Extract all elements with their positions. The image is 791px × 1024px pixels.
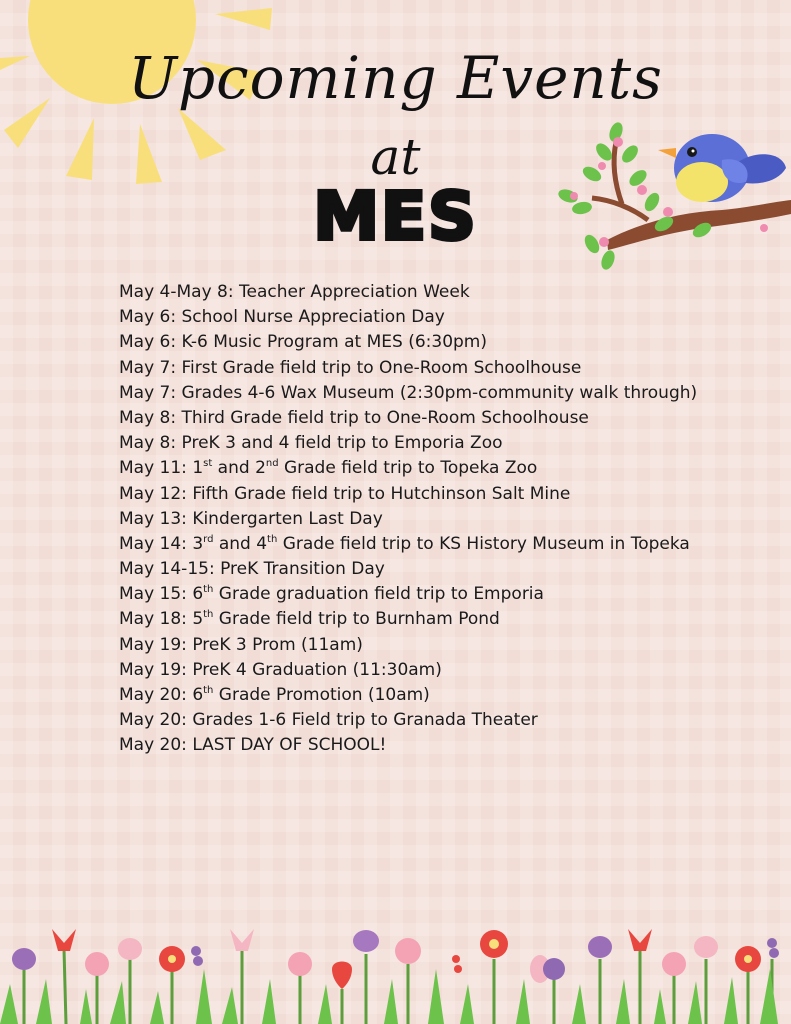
list-item: May 14: 3rd and 4th Grade field trip to KS History Museum in Topeka [119,533,690,554]
list-item: May 11: 1st and 2nd Grade field trip to Topeka Zoo [119,458,538,479]
list-item: May 20: LAST DAY OF SCHOOL! [119,735,387,756]
list-item: May 14-15: PreK Transition Day [119,559,385,580]
list-item: May 8: PreK 3 and 4 field trip to Emporia Zoo [119,433,503,454]
list-item: May 8: Third Grade field trip to One-Room Schoolhouse [119,407,589,428]
events-list [119,280,697,759]
list-item: May 20: Grades 1-6 Field trip to Granada Theater [119,710,538,731]
list-item: May 19: PreK 4 Graduation (11:30am) [119,659,442,680]
school-name: MES [313,178,478,255]
list-item: May 7: First Grade field trip to One-Room Schoolhouse [119,357,582,378]
list-item: May 12: Fifth Grade field trip to Hutchinson Salt Mine [119,483,571,504]
list-item: May 4-May 8: Teacher Appreciation Week [119,282,470,302]
page-title-at: at [370,128,421,186]
list-item: May 19: PreK 3 Prom (11am) [119,634,363,655]
list-item: May 15: 6th Grade graduation field trip to Emporia [119,584,544,605]
list-item: May 18: 5th Grade field trip to Burnham Pond [119,609,500,630]
list-item: May 6: School Nurse Appreciation Day [119,307,445,328]
page-title: Upcoming Events [128,44,663,112]
list-item: May 6: K-6 Music Program at MES (6:30pm) [119,332,487,353]
list-item: May 20: 6th Grade Promotion (10am) [119,685,430,705]
list-item: May 13: Kindergarten Last Day [119,508,383,529]
list-item: May 7: Grades 4-6 Wax Museum (2:30pm-community walk through) [119,382,698,403]
flower-border [0,929,791,1024]
